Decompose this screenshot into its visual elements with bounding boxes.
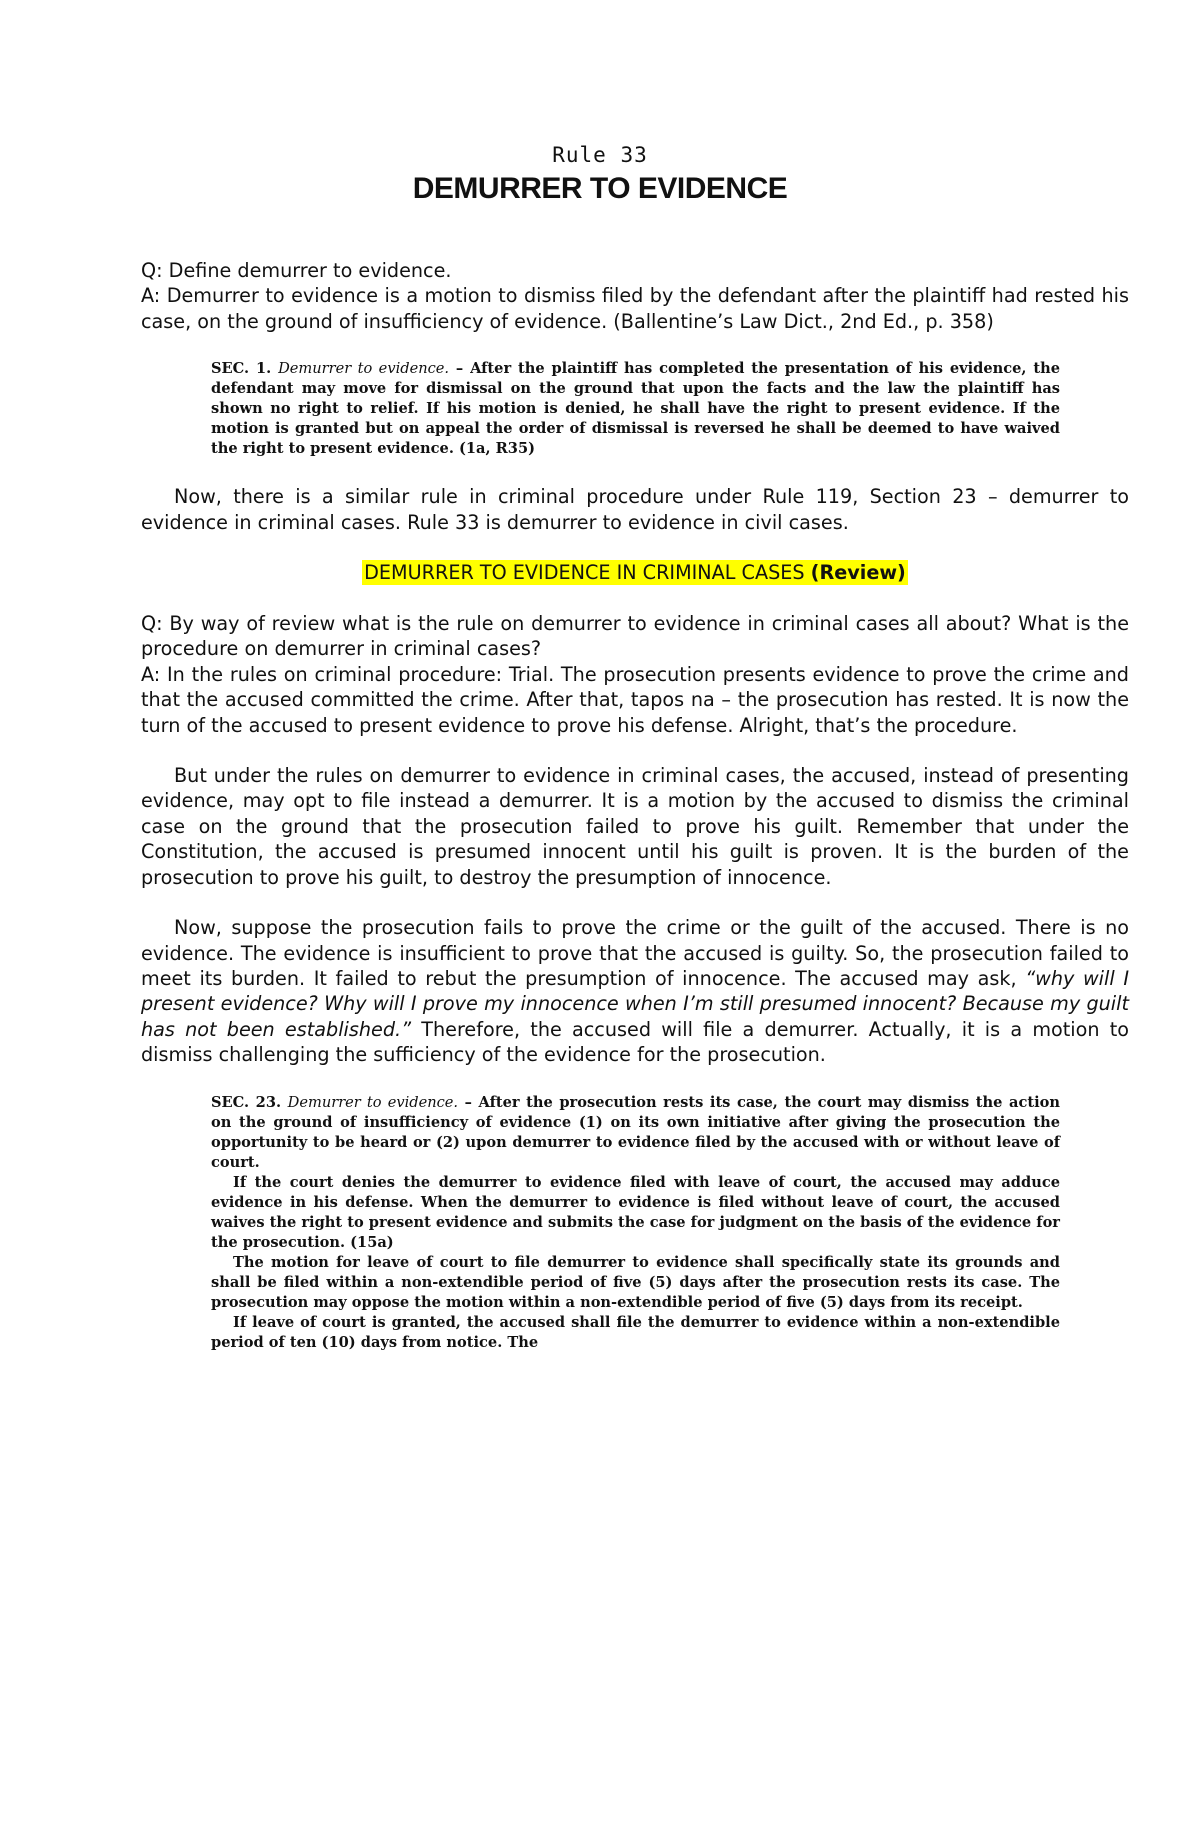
suppose-paragraph	[141, 915, 1129, 1067]
criminal-heading-suffix: (Review)	[810, 561, 906, 585]
document-title: DEMURRER TO EVIDENCE	[412, 172, 788, 205]
section-23-paragraph-1: If the court denies the demurrer to evidence filed with leave of court, the accused may adduce evidence in his defense. When the demurrer to evidence is filed without leave of court, the accused waives the right to present evidence and submits the case for judgment on the basis of the evidence for the prosecution. (15a)	[211, 1173, 1060, 1251]
section-1-number: SEC. 1.	[211, 360, 272, 378]
section-1-title: Demurrer to evidence.	[278, 360, 450, 378]
suppose-quote: “why will I present evidence? Why will I prove my innocence when I’m still presumed innocent? Because my guilt has not been established.”	[141, 966, 1129, 1041]
section-23-title: Demurrer to evidence.	[287, 1093, 459, 1111]
section-23-number: SEC. 23.	[211, 1093, 282, 1111]
similar-rule-paragraph: Now, there is a similar rule in criminal procedure under Rule 119, Section 23 – demurrer to evidence in criminal cases. Rule 33 is demurrer to evidence in civil cases.	[141, 485, 1129, 534]
rule-number: Rule 33	[552, 143, 648, 167]
but-under-paragraph: But under the rules on demurrer to evidence in criminal cases, the accused, instead of presenting evidence, may opt to file instead a demurrer. It is a motion by the accused to dismiss the criminal case on the ground that the prosecution failed to prove his guilt. Remember that under the Constitution, the accused is presumed innocent until his guilt is proven. It is the burden of the prosecution to prove his guilt, to destroy the presumption of innocence.	[141, 764, 1129, 889]
qa2-answer: A: In the rules on criminal procedure: Trial. The prosecution presents evidence to prove the crime and that the accused committed the crime. After that, tapos na – the prosecution has rested. It is now the turn of the accused to present evidence to prove his defense. Alright, that’s the procedure.	[141, 662, 1129, 737]
section-1-text: – After the plaintiff has completed the presentation of his evidence, the defendant may move for dismissal on the ground that upon the facts and the law the plaintiff has shown no right to relief. If his motion is denied, he shall have the right to present evidence. If the motion is granted but on appeal the order of dismissal is reversed he shall be deemed to have waived the right to present evidence. (1a, R35)	[211, 360, 1060, 458]
section-1-provision	[211, 359, 1060, 459]
section-23-paragraph-2: The motion for leave of court to file demurrer to evidence shall specifically state its grounds and shall be filed within a non-extendible period of five (5) days after the prosecution rests its case. The prosecution may oppose the motion within a non-extendible period of five (5) days from its receipt.	[211, 1253, 1060, 1311]
suppose-before: Now, suppose the prosecution fails to prove the crime or the guilt of the accused. There is no evidence. The evidence is insufficient to prove that the accused is guilty. So, the prosecution failed to meet its burden. It failed to rebut the presumption of innocence. The accused may ask,	[141, 916, 1129, 990]
section-23-paragraph-3: If leave of court is granted, the accused shall file the demurrer to evidence within a non-extendible period of ten (10) days from notice. The	[211, 1313, 1060, 1351]
highlighted-heading	[362, 560, 908, 585]
qa1-question: Q: Define demurrer to evidence.	[141, 259, 452, 282]
criminal-heading-main: DEMURRER TO EVIDENCE IN CRIMINAL CASES	[364, 561, 805, 585]
qa1-answer: A: Demurrer to evidence is a motion to dismiss filed by the defendant after the plaintiff had rested his case, on the ground of insufficiency of evidence. (Ballentine’s Law Dict., 2nd Ed., p. 358)	[141, 284, 1129, 333]
criminal-cases-heading	[141, 560, 1129, 586]
suppose-after: Therefore, the accused will file a demurrer. Actually, it is a motion to dismiss challenging the sufficiency of the evidence for the prosecution.	[141, 1017, 1129, 1067]
section-23-provision	[211, 1093, 1060, 1353]
document-body	[141, 258, 1129, 1353]
qa2-question: Q: By way of review what is the rule on demurrer to evidence in criminal cases all about? What is the procedure on demurrer in criminal cases?	[141, 612, 1129, 661]
section-23-text: – After the prosecution rests its case, the court may dismiss the action on the ground of insufficiency of evidence (1) on its own initiative after giving the prosecution the opportunity to be heard or (2) upon demurrer to evidence filed by the accused with or without leave of court.	[211, 1093, 1060, 1171]
